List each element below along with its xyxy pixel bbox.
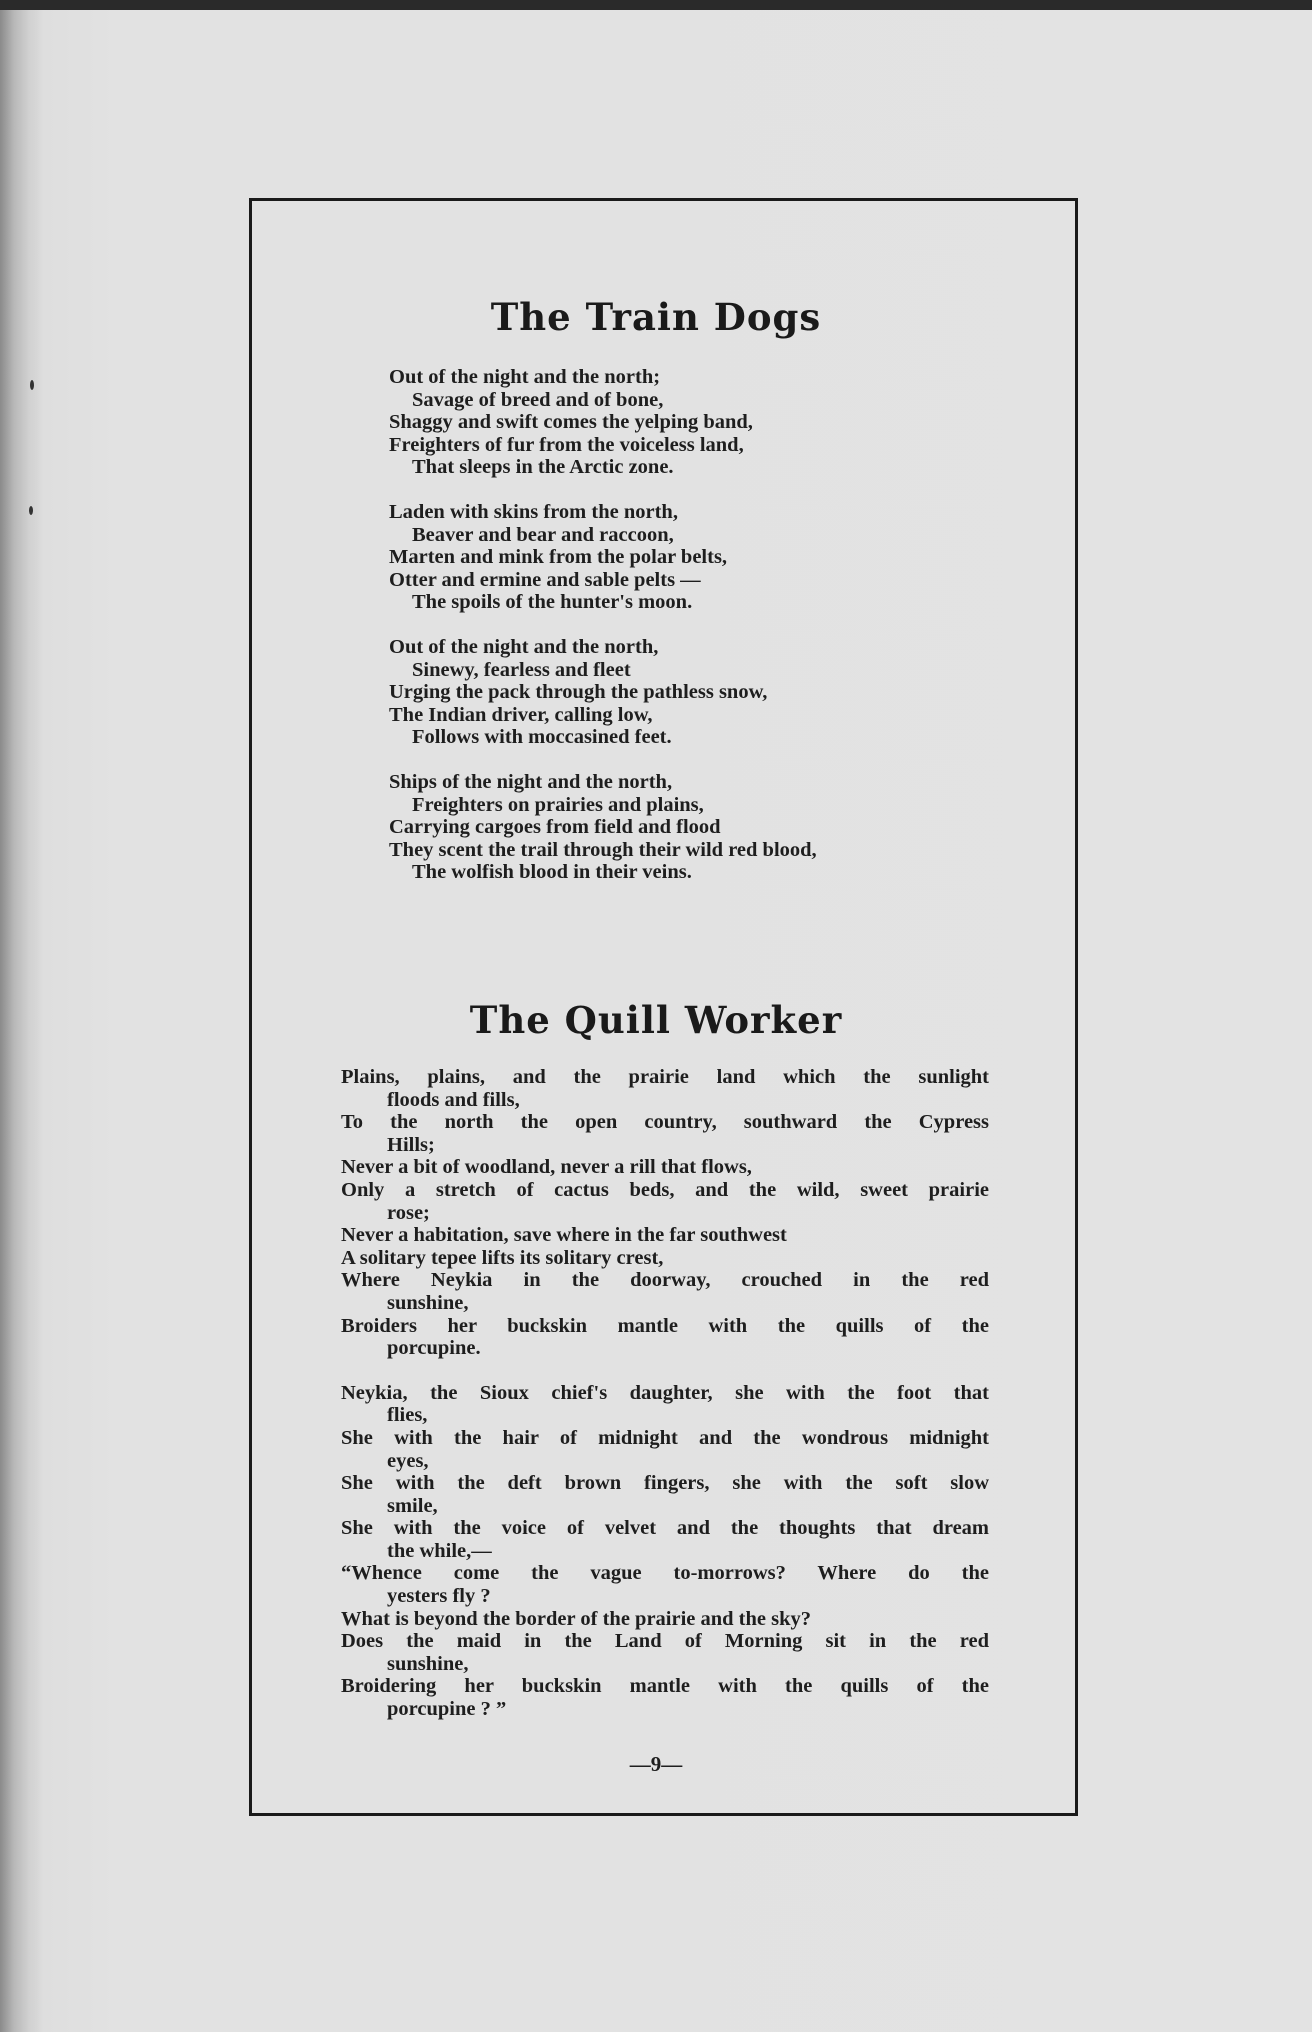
poem-line: Broidering her buckskin mantle with the quills of the [341,1675,989,1698]
poem-line: Does the maid in the Land of Morning sit in the red [341,1630,989,1653]
poem-line: Ships of the night and the north, [389,770,673,793]
poem-line: What is beyond the border of the prairie and the sky? [341,1607,812,1630]
stanza [389,771,817,884]
poem-line-continuation: sunshine, [387,1652,469,1675]
poem-line-continuation: sunshine, [387,1291,469,1314]
poem-line-continuation: floods and fills, [387,1088,520,1111]
poem-line: Shaggy and swift comes the yelping band, [389,411,753,434]
poem-line: Broiders her buckskin mantle with the quills of the [341,1314,989,1337]
poem-line: Where Neykia in the doorway, crouched in the red [341,1269,989,1292]
stanza [389,636,817,749]
poem-line-continuation: flies, [387,1404,428,1427]
poem-line: Only a stretch of cactus beds, and the wild, sweet prairie [341,1178,989,1201]
poem-line-continuation: porcupine. [387,1337,481,1360]
poem-line: Urging the pack through the pathless snow, [389,681,768,704]
poem-line: Never a bit of woodland, never a rill that flows, [341,1156,752,1179]
stanza [389,366,817,479]
poem-line: To the north the open country, southward the Cypress [341,1111,989,1134]
poem-title-quill-worker: The Quill Worker [469,998,843,1042]
poem-line-continuation: rose; [387,1201,430,1224]
poem-train-dogs [389,366,817,906]
poem-line: That sleeps in the Arctic zone. [412,456,674,479]
page-number: —9— [629,1752,683,1776]
poem-line: She with the deft brown fingers, she with the soft slow [341,1472,989,1495]
poem-line: She with the hair of midnight and the wondrous midnight [341,1426,989,1449]
poem-title-train-dogs: The Train Dogs [490,295,822,339]
poem-line: The spoils of the hunter's moon. [412,591,693,614]
poem-line: The Indian driver, calling low, [389,703,653,726]
poem-line: Out of the night and the north, [389,635,659,658]
scan-top-edge [0,0,1312,10]
poem-line: Neykia, the Sioux chief's daughter, she with the foot that [341,1381,989,1404]
poem-line-continuation: Hills; [387,1133,435,1156]
poem-line: A solitary tepee lifts its solitary crest, [341,1246,664,1269]
poem-line: Follows with moccasined feet. [412,726,672,749]
poem-line: Beaver and bear and raccoon, [412,523,674,546]
poem-line: Marten and mink from the polar belts, [389,546,728,569]
poem-line: Laden with skins from the north, [389,500,678,523]
poem-line: Freighters on prairies and plains, [412,793,704,816]
poem-line: Sinewy, fearless and fleet [412,658,631,681]
poem-line-continuation: smile, [387,1494,438,1517]
poem-line-continuation: eyes, [387,1449,429,1472]
poem-line-continuation: porcupine ? ” [387,1698,507,1721]
poem-line: Out of the night and the north; [389,366,661,388]
poem-line-continuation: the while,— [387,1539,492,1562]
poem-line: Otter and ermine and sable pelts — [389,568,701,591]
poem-line: Never a habitation, save where in the far southwest [341,1224,787,1247]
poem-line: She with the voice of velvet and the thoughts that dream [341,1517,989,1540]
binding-mark [30,380,34,390]
poem-line: They scent the trail through their wild red blood, [389,838,817,861]
stanza [389,501,817,614]
poem-line: “Whence come the vague to-morrows? Where do the [341,1562,989,1585]
poem-line: Plains, plains, and the prairie land which the sunlight [341,1066,989,1088]
poem-line-continuation: yesters fly ? [387,1585,491,1608]
poem-line: Savage of breed and of bone, [412,388,664,411]
binding-mark [29,506,33,515]
poem-line: The wolfish blood in their veins. [412,861,692,884]
poem-line: Carrying cargoes from field and flood [389,816,721,839]
poem-line: Freighters of fur from the voiceless land, [389,433,744,456]
poem-quill-worker [341,1066,989,1721]
stanza-gap [341,1360,989,1382]
